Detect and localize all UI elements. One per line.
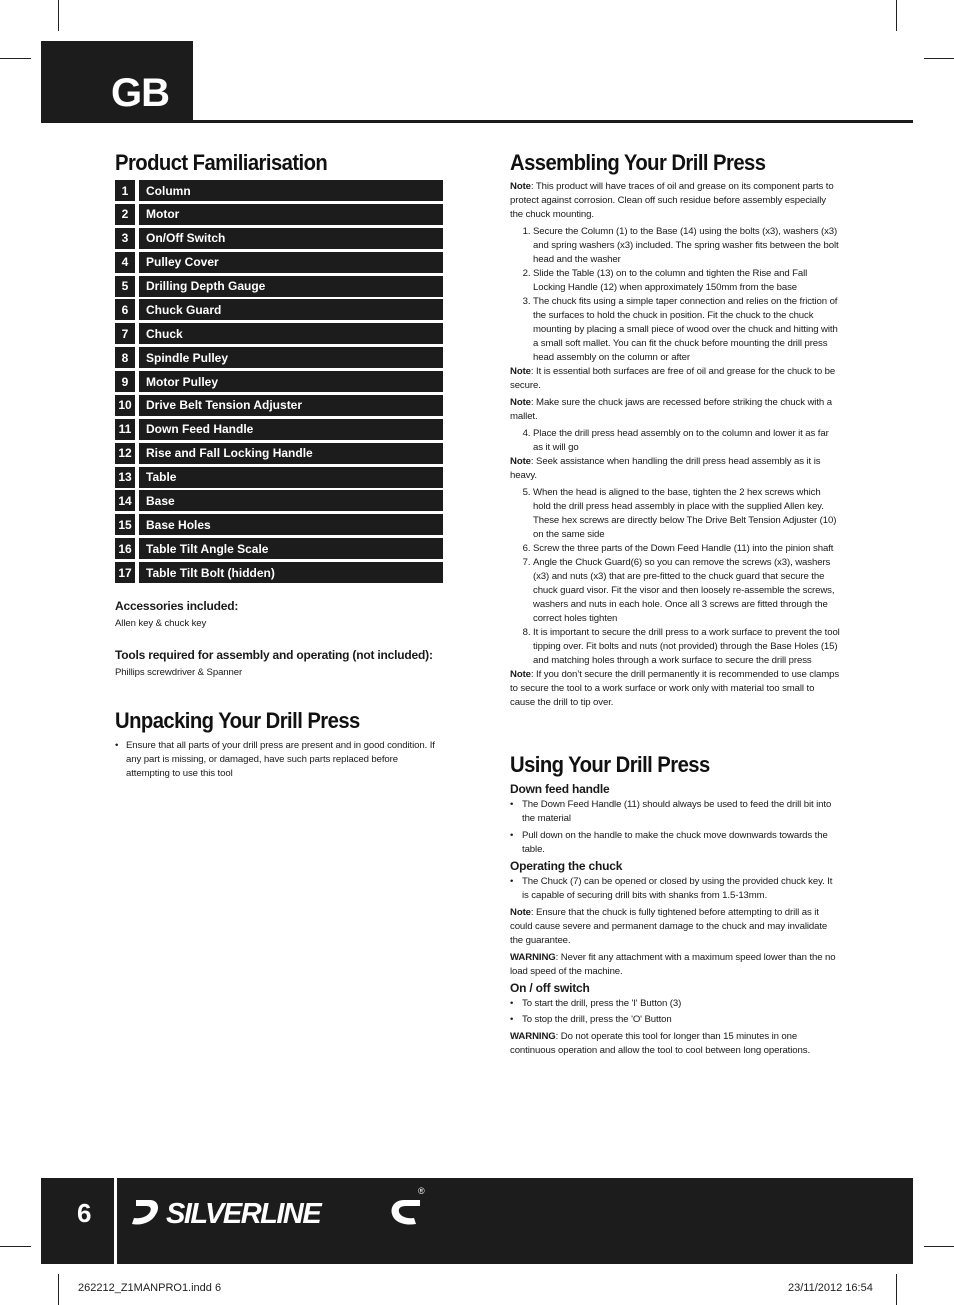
part-name: Table Tilt Angle Scale [139,538,443,559]
switch-list [510,997,840,1027]
note-paragraph [510,668,840,710]
chuck-list [510,875,840,903]
note-label: Note [510,397,531,408]
part-name: Chuck [139,323,443,344]
part-number: 1 [115,180,135,201]
logo-wordmark: SILVERLINE [166,1198,321,1230]
list-item: • To start the drill, press the 'I' Button (3) [522,997,840,1011]
note-paragraph [510,396,840,424]
part-row [115,395,443,416]
logo-hook-right [392,1200,421,1225]
assembly-step: 6. Screw the three parts of the Down Feed Handle (11) into the pinion shaft [533,542,840,556]
language-tab: GB [41,41,193,123]
assembly-step: 2. Slide the Table (13) on to the column and tighten the Rise and Fall Locking Handle (12) when approximately 150mm from the base [533,267,840,295]
part-name: Drilling Depth Gauge [139,276,443,297]
note-label: Note [510,669,531,680]
list-item: • The Down Feed Handle (11) should always be used to feed the drill bit into the material [522,798,840,826]
part-number: 2 [115,204,135,225]
list-item: • To stop the drill, press the 'O' Button [522,1013,840,1027]
part-number: 10 [115,395,135,416]
chuck-heading: Operating the chuck [510,859,623,873]
logo-mark [128,1186,428,1236]
note-text: : Ensure that the chuck is fully tightened before attempting to drill as it could cause severe and permanent damage to the chuck and may invalidate the guarantee. [510,907,828,946]
assembling-title: Assembling Your Drill Press [510,150,766,175]
part-row [115,228,443,249]
note-text: : Seek assistance when handling the drill press head assembly as it is heavy. [510,456,821,481]
parts-list [115,180,443,586]
part-row [115,204,443,225]
unpacking-bullet-text: Ensure that all parts of your drill press are present and in good condition. If any part is missing, or damaged, have such parts replaced before attempting to use this tool [126,740,435,779]
crop-mark [924,1246,954,1247]
part-row [115,276,443,297]
part-number: 14 [115,490,135,511]
part-row [115,180,443,201]
part-number: 12 [115,443,135,464]
unpacking-bullet [115,739,444,781]
part-row [115,562,443,583]
silverline-logo [128,1186,428,1236]
part-name: Motor [139,204,443,225]
part-name: Column [139,180,443,201]
part-row [115,419,443,440]
downfeed-list [510,798,840,857]
switch-heading: On / off switch [510,981,590,995]
assembly-step: 3. The chuck fits using a simple taper connection and relies on the friction of the surfaces to hold the chuck in position. Fit the chuck to the chuck mounting by placing a small piece of wood over the chuck and hitting with a small soft mallet. You can fit the chuck before mounting the drill press head assembly on the column or after [533,295,840,365]
part-row [115,252,443,273]
warning-label: WARNING [510,1031,556,1042]
date-slug: 23/11/2012 16:54 [788,1282,873,1294]
assembly-step: 4. Place the drill press head assembly on to the column and lower it as far as it will go [533,427,840,455]
part-row [115,323,443,344]
part-name: On/Off Switch [139,228,443,249]
part-row [115,514,443,535]
part-row [115,347,443,368]
unpacking-title: Unpacking Your Drill Press [115,708,360,733]
crop-mark [896,0,897,31]
part-name: Base [139,490,443,511]
part-number: 3 [115,228,135,249]
crop-mark [58,1274,59,1305]
familiarisation-title: Product Familiarisation [115,150,328,175]
part-name: Down Feed Handle [139,419,443,440]
tools-heading: Tools required for assembly and operating (not included): [115,648,433,662]
note-paragraph [510,906,840,948]
assembly-step: 8. It is important to secure the drill press to a work surface to prevent the tool tipping over. Fit bolts and nuts (not provided) through the Base Holes (15) and matching holes through a work surface to secure the drill press [533,626,840,668]
crop-mark [58,0,59,31]
assembly-steps [510,486,840,668]
downfeed-heading: Down feed handle [510,782,610,796]
part-number: 5 [115,276,135,297]
note-label: Note [510,366,531,377]
part-name: Pulley Cover [139,252,443,273]
warning-paragraph [510,1030,840,1058]
assembly-step: 1. Secure the Column (1) to the Base (14) using the bolts (x3), washers (x3) and spring washers (x3) included. The spring washer fits between the bolt head and the washer [533,225,840,267]
part-name: Table Tilt Bolt (hidden) [139,562,443,583]
note-label: Note [510,456,531,467]
note-paragraph [510,365,840,393]
assembly-step: 7. Angle the Chuck Guard(6) so you can remove the screws (x3), washers (x3) and nuts (x3) that are pre-fitted to the chuck guard that secure the chuck guard visor. Fit the visor and then loosely re-assemble the screws, washers and nuts in each hole. Once all 3 screws are fitted through the correct holes tighten [533,556,840,626]
list-item: • The Chuck (7) can be opened or closed by using the provided chuck key. It is capable of securing drill bits with shanks from 1.5-13mm. [522,875,840,903]
part-row [115,371,443,392]
tools-text: Phillips screwdriver & Spanner [115,667,243,678]
warning-text: : Never fit any attachment with a maximum speed lower than the no load speed of the machine. [510,952,836,977]
crop-mark [924,58,954,59]
footer-divider [114,1178,117,1264]
part-row [115,299,443,320]
accessories-text: Allen key & chuck key [115,618,207,629]
note-text: : This product will have traces of oil and grease on its component parts to protect against corrosion. Clean off such residue before assembly especially the chuck mounting. [510,181,834,220]
warning-label: WARNING [510,952,556,963]
file-slug: 262212_Z1MANPRO1.indd 6 [78,1282,222,1294]
bullet: • [115,740,119,751]
part-number: 15 [115,514,135,535]
part-row [115,490,443,511]
note-paragraph [510,180,840,222]
note-label: Note [510,907,531,918]
part-number: 4 [115,252,135,273]
part-name: Rise and Fall Locking Handle [139,443,443,464]
page-number: 6 [41,1178,114,1264]
crop-mark [0,58,31,59]
part-row [115,538,443,559]
crop-mark [896,1274,897,1305]
using-section [510,780,840,1058]
part-number: 17 [115,562,135,583]
list-item: • Pull down on the handle to make the chuck move downwards towards the table. [522,829,840,857]
assembly-step: 5. When the head is aligned to the base, tighten the 2 hex screws which hold the drill press head assembly in place with the supplied Allen key. These hex screws are directly below The Drive Belt Tension Adjuster (10) on the same side [533,486,840,542]
part-name: Drive Belt Tension Adjuster [139,395,443,416]
part-number: 8 [115,347,135,368]
part-name: Table [139,467,443,488]
part-number: 7 [115,323,135,344]
part-name: Chuck Guard [139,299,443,320]
header-rule [193,120,913,123]
warning-paragraph [510,951,840,979]
accessories-heading: Accessories included: [115,599,239,613]
note-text: : If you don’t secure the drill permanently it is recommended to use clamps to secure the tool to a work surface or work only with material too small to cause the drill to tip over. [510,669,840,708]
part-name: Spindle Pulley [139,347,443,368]
registered-mark: ® [418,1186,425,1196]
part-number: 6 [115,299,135,320]
part-number: 9 [115,371,135,392]
part-number: 16 [115,538,135,559]
part-number: 13 [115,467,135,488]
assembling-section [510,180,840,710]
crop-mark [0,1246,31,1247]
note-label: Note [510,181,531,192]
assembly-steps [510,225,840,365]
note-text: : It is essential both surfaces are free of oil and grease for the chuck to be secure. [510,366,836,391]
note-paragraph [510,455,840,483]
logo-hook-left [132,1200,158,1225]
part-row [115,443,443,464]
part-name: Motor Pulley [139,371,443,392]
assembly-steps [510,427,840,455]
using-title: Using Your Drill Press [510,752,710,777]
part-row [115,467,443,488]
warning-text: : Do not operate this tool for longer than 15 minutes in one continuous operation and allow the tool to cool between long operations. [510,1031,811,1056]
part-number: 11 [115,419,135,440]
note-text: : Make sure the chuck jaws are recessed before striking the chuck with a mallet. [510,397,832,422]
part-name: Base Holes [139,514,443,535]
